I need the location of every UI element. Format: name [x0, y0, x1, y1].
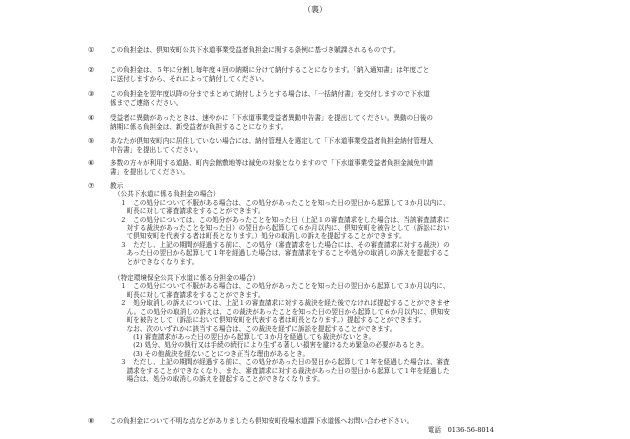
notice-item-3	[88, 90, 500, 107]
page-title: （裏）	[303, 5, 327, 14]
item-number: ④	[88, 114, 95, 122]
section-line: ３ ただし、上記の期間が経過する前に、この処分があった日の翌日から起算して１年を経過した場合は、審査	[120, 358, 450, 367]
section-line: 町長に対して審査請求をすることができます。	[120, 290, 265, 299]
notice-item-1	[88, 46, 500, 55]
item-number: ②	[88, 66, 95, 74]
item-text: あなたが倶知安町内に居住していない場合には、納付管理人を選定して「下水道事業受益者負担金納付管理人	[110, 137, 434, 145]
section-line: (2) 処分、処分の執行又は手続の続行により生ずる著しい損害を避けるため緊急の必要があるとき。	[120, 341, 428, 350]
item-text: 書」を提出してください。	[110, 167, 190, 176]
item-text: 係までご連絡ください。	[110, 98, 183, 107]
section-lines	[120, 199, 500, 266]
section-line: ２ 処分取消しの訴えについては、上記１の審査請求に対する裁決を経た後でなければ提起することができませ	[120, 299, 450, 308]
section-line: あった日の翌日から起算して１年を経過した場合は、審査請求をすることや処分の取消しの訴えを提起するこ	[120, 249, 450, 258]
section-line: ん。この処分の取消しの訴えは、この裁決があったことを知った日の翌日から起算して６か月以内に、倶知安	[120, 307, 451, 316]
section-line: ２ この処分については、この処分があったことを知った日（上記１の審査請求をした場合は、当該審査請求に	[120, 215, 450, 224]
notice-item-8	[88, 417, 500, 434]
item-number: ①	[88, 46, 95, 54]
section-title: （特定環境保全公共下水道に係る分担金の場合）	[114, 274, 260, 283]
section-lines	[120, 282, 500, 383]
contact-phone: 電話 0136-56-8014	[427, 425, 494, 434]
item-text: 申告書」を提出してください。	[110, 145, 203, 154]
section-line: なお、次のいずれかに該当する場合は、この裁決を経ずに訴訟を提起することができます。	[120, 324, 397, 333]
item-text: 納期に係る負担金は、新受益者が負担することになります。	[110, 122, 288, 131]
section-line: ３ ただし、上記の期間が経過する前に、この処分（審査請求をした場合には、その審査請求に対する裁決）の	[120, 240, 450, 249]
notice-item-7	[88, 182, 500, 383]
contact-text: この負担金について不明な点などがありましたら倶知安町役場水道課下水道係へお問い合わせ下さい。	[110, 417, 414, 425]
item-text: この負担金は、５年に分割し毎年度４回の納期に分けて納付することになります。「納入通知書」は年度ごと	[110, 66, 430, 74]
section-line: １ この処分について不服がある場合は、この処分があったことを知った日の翌日から起算して３か月以内に、	[120, 198, 450, 207]
notice-item-2	[88, 66, 500, 83]
item-number: ⑦	[88, 182, 95, 190]
item-number: ⑧	[88, 417, 95, 425]
section-line: (3) その他裁決を経ないことにつき正当な理由があるとき。	[120, 349, 310, 358]
notice-item-6	[88, 159, 500, 176]
section-line: 場合は、処分の取消しの訴えを提起することができなくなります。	[120, 374, 324, 383]
item-text: この負担金を翌年度以降の分までまとめて納付しようとする場合は、「一括納付書」を交付しますので下水道	[110, 90, 430, 98]
item-text: 多数の方々が利用する道路、町内会館敷地等は減免の対象となりますので「下水道事業受益者負担金減免申請	[110, 159, 434, 167]
notice-item-4	[88, 114, 500, 131]
section-line: て倶知安町を代表する者は町長となります。）処分の取消しの訴えを提起することができます。	[120, 232, 406, 241]
section-title: （公共下水道に係る負担金の場合）	[114, 190, 220, 199]
item-number: ⑥	[88, 159, 95, 167]
section-line: 請求をすることができなくなり、また、審査請求に対する裁決があった日の翌日から起算して１年を経過した	[120, 366, 450, 375]
notice-item-5	[88, 137, 500, 154]
item-text: 受益者に異動があったときは、速やかに「下水道事業受益者異動申告書」を提出してください。異動の日後の	[110, 114, 434, 122]
item-text: に送付しますから、それによって納付してください。	[110, 74, 269, 83]
section-line: とができなくなります。	[120, 257, 199, 266]
section-line: 対する裁決があったことを知った日）の翌日から起算して６か月以内に、倶知安町を被告として（訴訟におい	[120, 224, 450, 233]
item-number: ③	[88, 90, 95, 98]
section-line: (1) 審査請求があった日の翌日から起算して３か月を経過しても裁決がないとき。	[120, 332, 376, 341]
section-line: １ この処分について不服がある場合は、この処分があったことを知った日の翌日から起算して３か月以内に、	[120, 282, 450, 291]
item-number: ⑤	[88, 137, 95, 145]
section-line: 町を被告として（訴訟において倶知安町を代表する者は町長となります。）提起することができます。	[120, 316, 426, 325]
instruction-heading: 教示	[110, 182, 124, 190]
item-text: この負担金は、倶知安町公共下水道事業受益者負担金に関する条例に基づき賦課されるものです。	[110, 46, 400, 54]
section-line: 町長に対して審査請求をすることができます。	[120, 207, 265, 216]
